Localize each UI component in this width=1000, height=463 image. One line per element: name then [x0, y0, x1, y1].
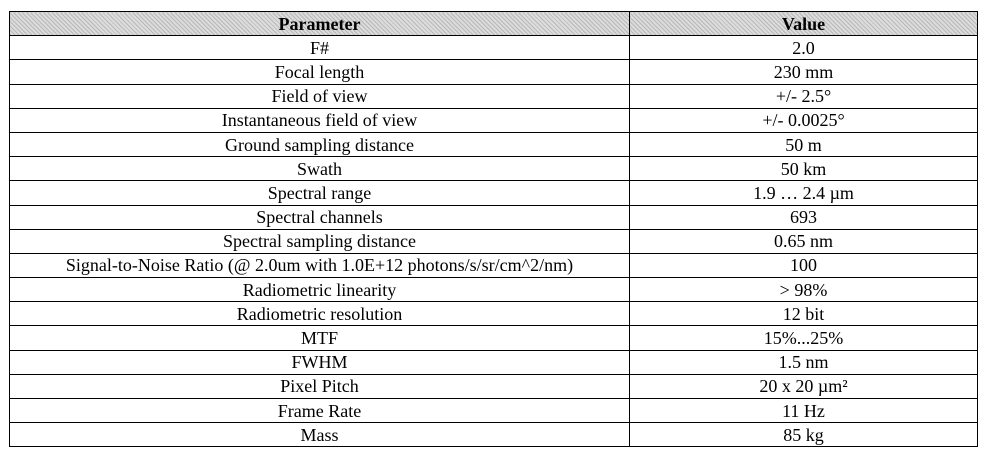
table-row	[10, 108, 978, 132]
parameter-cell: Mass	[10, 423, 630, 447]
value-cell: 230 mm	[630, 60, 978, 84]
table-row	[10, 205, 978, 229]
table-row	[10, 302, 978, 326]
parameter-column-header: Parameter	[10, 12, 630, 36]
table-row	[10, 60, 978, 84]
value-cell: 50 km	[630, 157, 978, 181]
parameter-cell: MTF	[10, 326, 630, 350]
parameter-cell: Field of view	[10, 84, 630, 108]
value-column-header: Value	[630, 12, 978, 36]
value-cell: 1.9 … 2.4 µm	[630, 181, 978, 205]
parameter-cell: Spectral range	[10, 181, 630, 205]
table-row	[10, 326, 978, 350]
table-row	[10, 36, 978, 60]
value-cell: 1.5 nm	[630, 350, 978, 374]
table-row	[10, 132, 978, 156]
table-row	[10, 84, 978, 108]
parameter-cell: Focal length	[10, 60, 630, 84]
parameter-cell: FWHM	[10, 350, 630, 374]
table-row	[10, 229, 978, 253]
table-row	[10, 399, 978, 423]
value-cell: 85 kg	[630, 423, 978, 447]
parameter-cell: Signal-to-Noise Ratio (@ 2.0um with 1.0E+12 photons/s/sr/cm^2/nm)	[10, 253, 630, 277]
value-cell: 11 Hz	[630, 399, 978, 423]
table-row	[10, 181, 978, 205]
parameter-cell: F#	[10, 36, 630, 60]
value-cell: 100	[630, 253, 978, 277]
value-cell: 20 x 20 µm²	[630, 374, 978, 398]
specifications-table	[9, 11, 978, 447]
parameter-cell: Frame Rate	[10, 399, 630, 423]
table-header-row	[10, 12, 978, 36]
table-row	[10, 278, 978, 302]
parameter-cell: Instantaneous field of view	[10, 108, 630, 132]
parameter-cell: Swath	[10, 157, 630, 181]
parameter-cell: Spectral channels	[10, 205, 630, 229]
table-row	[10, 253, 978, 277]
parameter-cell: Radiometric resolution	[10, 302, 630, 326]
table-row	[10, 423, 978, 447]
parameter-cell: Pixel Pitch	[10, 374, 630, 398]
value-cell: > 98%	[630, 278, 978, 302]
value-cell: 12 bit	[630, 302, 978, 326]
value-cell: +/- 2.5°	[630, 84, 978, 108]
parameter-cell: Radiometric linearity	[10, 278, 630, 302]
parameter-cell: Spectral sampling distance	[10, 229, 630, 253]
value-cell: 0.65 nm	[630, 229, 978, 253]
value-cell: 15%...25%	[630, 326, 978, 350]
value-cell: 50 m	[630, 132, 978, 156]
table-row	[10, 374, 978, 398]
table-row	[10, 157, 978, 181]
table-row	[10, 350, 978, 374]
value-cell: +/- 0.0025°	[630, 108, 978, 132]
value-cell: 693	[630, 205, 978, 229]
parameter-cell: Ground sampling distance	[10, 132, 630, 156]
value-cell: 2.0	[630, 36, 978, 60]
